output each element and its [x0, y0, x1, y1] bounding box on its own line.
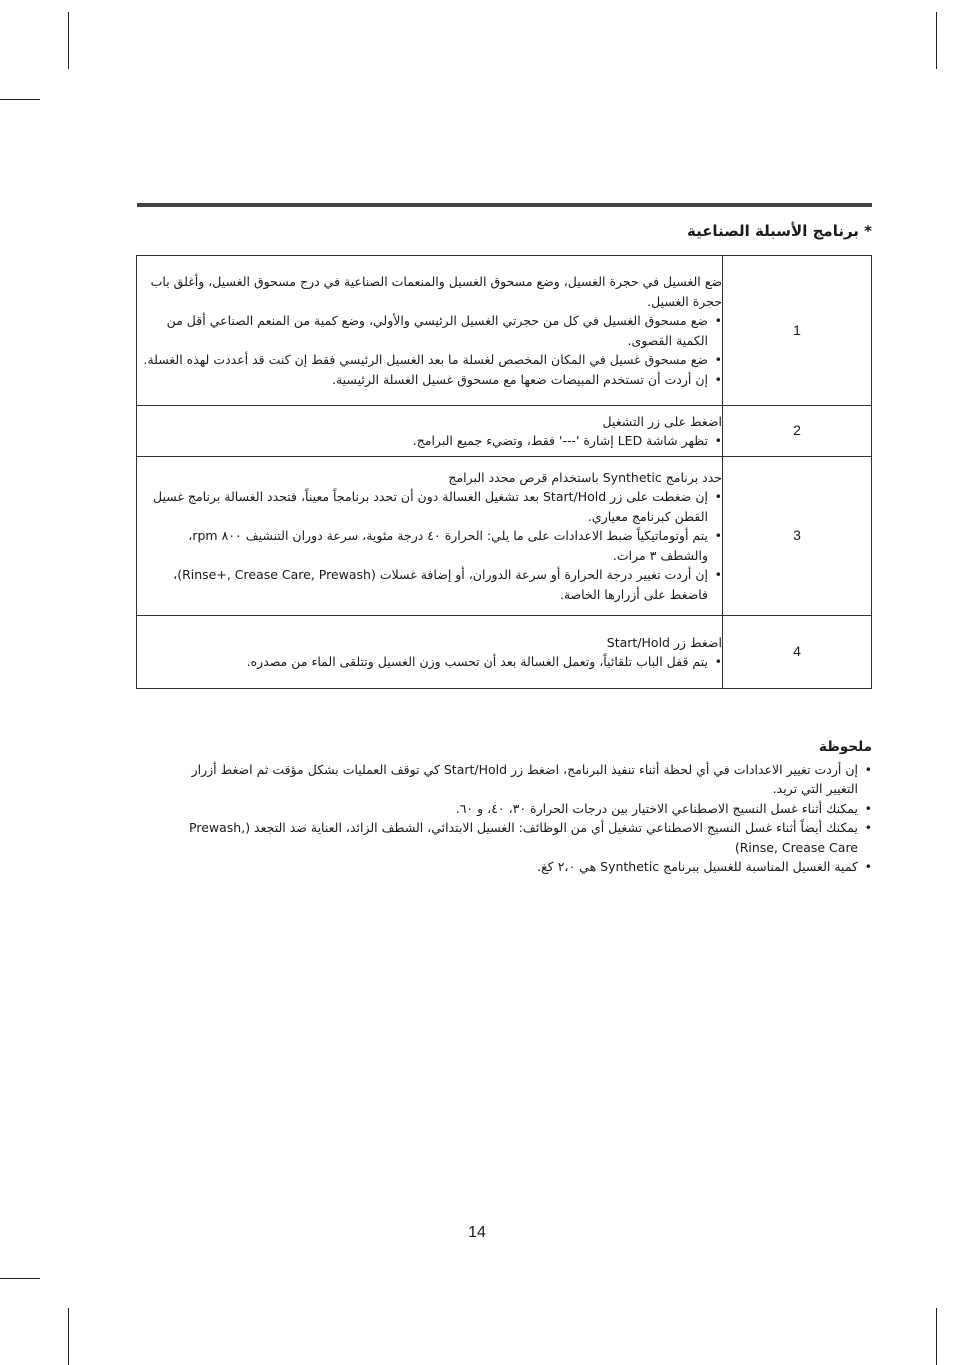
step-bullets — [137, 487, 722, 604]
list-item: • تظهر شاشة LED إشارة '---' فقط، وتضيء جميع البرامج. — [137, 431, 722, 451]
notes-list — [165, 760, 872, 877]
list-item: • ضع مسحوق الغسيل في كل من حجرتي الغسيل الرئيسي والأولي، وضع كمية من المنعم الصناعي أقل من الكمية القصوى. — [137, 311, 722, 350]
crop-mark — [936, 1308, 937, 1365]
crop-mark — [68, 1308, 69, 1365]
notes-title: ملحوظة — [819, 739, 872, 755]
step-description — [137, 616, 723, 689]
list-item: • إن ضغطت على زر Start/Hold بعد تشغيل الغسالة دون أن تحدد برنامجاً معيناً، فتحدد الغسالة برنامج غسيل القطن كبرنامج معياري. — [137, 487, 722, 526]
step-heading: اضغط على زر التشغيل — [602, 413, 722, 429]
table-row — [137, 616, 872, 689]
table-row — [137, 457, 872, 616]
list-item: • يتم أوتوماتيكياً ضبط الاعدادات على ما يلي: الحرارة ٤٠ درجة مئوية، سرعة دوران التنشيف ٨٠٠ rpm، والشطف ٣ مرات. — [137, 526, 722, 565]
list-item: • كمية الغسيل المناسبة للغسيل ببرنامج Synthetic هي ٢،٠ كغ. — [165, 857, 872, 877]
crop-mark — [68, 12, 69, 69]
step-heading: ضع الغسيل في حجرة الغسيل، وضع مسحوق الغسيل والمنعمات الصناعية في درج مسحوق الغسيل، وأغلق باب حجرة الغسيل. — [150, 274, 722, 309]
crop-mark — [0, 99, 40, 100]
notes-section — [165, 738, 872, 877]
list-item: • يمكنك أيضاً أثناء غسل النسيج الاصطناعي تشغيل أي من الوظائف: الغسيل الابتدائي، الشطف الزائد، العناية ضد التجعد (Prewash, Rinse, Crease Care) — [165, 818, 872, 857]
step-number: 3 — [723, 457, 872, 616]
step-description — [137, 256, 723, 406]
step-bullets — [137, 431, 722, 451]
crop-mark — [0, 1278, 40, 1279]
section-title: * برنامج الأسبلة الصناعية — [686, 222, 872, 240]
program-steps-table — [136, 255, 872, 689]
list-item: • يمكنك أثناء غسل النسيج الاصطناعي الاختيار بين درجات الحرارة ٣٠، ٤٠، و ٦٠. — [165, 799, 872, 819]
step-heading: اضغط زر Start/Hold — [606, 634, 722, 650]
table-row — [137, 256, 872, 406]
step-description — [137, 457, 723, 616]
step-description — [137, 406, 723, 457]
header-rule — [137, 203, 872, 207]
step-bullets — [137, 652, 722, 672]
list-item: • ضع مسحوق غسيل في المكان المخصص لغسلة ما بعد الغسيل الرئيسي فقط إن كنت قد أعددت لهذه الغسلة. — [137, 350, 722, 370]
step-heading: حدد برنامج Synthetic باستخدام قرص محدد البرامج — [448, 469, 722, 485]
list-item: • إن أردت تغيير درجة الحرارة أو سرعة الدوران، أو إضافة غسلات (Rinse+, Crease Care, Prewash)، فاضغط على أزرارها الخاصة. — [137, 565, 722, 604]
table-row — [137, 406, 872, 457]
step-number: 1 — [723, 256, 872, 406]
list-item: • يتم قفل الباب تلقائياً، وتعمل الغسالة بعد أن تحسب وزن الغسيل وتتلقى الماء من مصدره. — [137, 652, 722, 672]
crop-mark — [936, 12, 937, 69]
list-item: • إن أردت تغيير الاعدادات في أي لحظة أثناء تنفيذ البرنامج، اضغط زر Start/Hold كي توقف العمليات بشكل مؤقت ثم اضغط أزرار التغيير التي تريد. — [165, 760, 872, 799]
list-item: • إن أردت أن تستخدم المبيضات ضعها مع مسحوق غسيل الغسلة الرئيسية. — [137, 370, 722, 390]
step-number: 4 — [723, 616, 872, 689]
step-bullets — [137, 311, 722, 389]
page-number: 14 — [468, 1224, 486, 1241]
step-number: 2 — [723, 406, 872, 457]
